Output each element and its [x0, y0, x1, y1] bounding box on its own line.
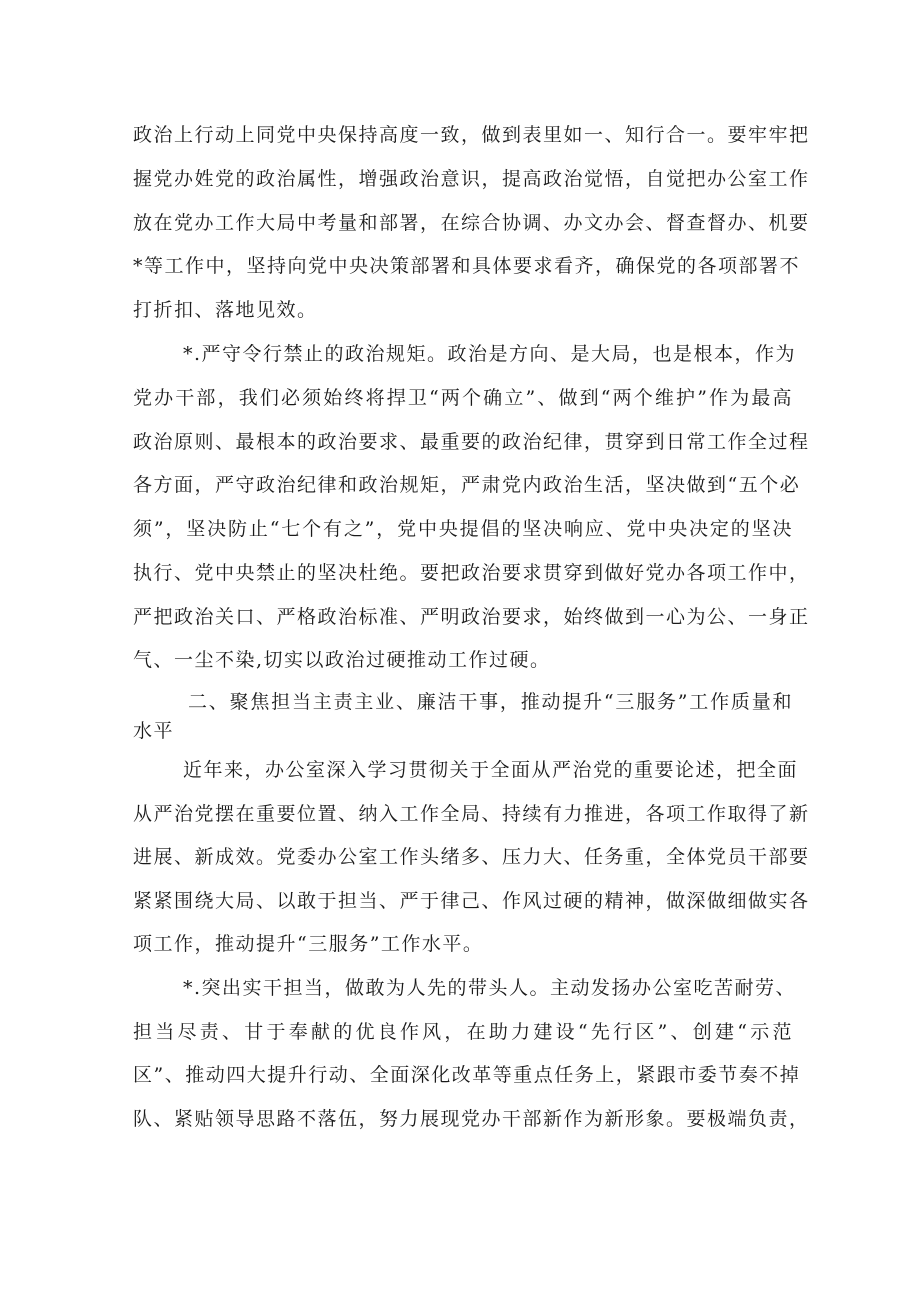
paragraph-line: 党办干部，我们必须始终将捍卫“两个确立”、做到“两个维护”作为最高 — [133, 387, 793, 409]
paragraph-line: 进展、新成效。党委办公室工作头绪多、压力大、任务重，全体党员干部要 — [133, 846, 810, 868]
paragraph-line: 项工作，推动提升“三服务”工作水平。 — [133, 933, 484, 955]
paragraph-line: 队、紧贴领导思路不落伍，努力展现党办干部新作为新形象。要极端负责， — [133, 1108, 810, 1130]
paragraph-line: 气、一尘不染,切实以政治过硬推动工作过硬。 — [133, 649, 551, 671]
section-heading-line: 水平 — [133, 720, 175, 742]
paragraph-line: 近年来，办公室深入学习贯彻关于全面从严治党的重要论述，把全面 — [183, 759, 799, 781]
paragraph-line: 政治原则、最根本的政治要求、最重要的政治纪律，贯穿到日常工作全过程 — [133, 431, 810, 453]
paragraph-line: 紧紧围绕大局、以敢于担当、严于律己、作风过硬的精神，做深做细做实各 — [133, 890, 810, 912]
paragraph-line: 须”，坚决防止“七个有之”，党中央提倡的坚决响应、党中央决定的坚决 — [133, 518, 793, 540]
paragraph-line: *.突出实干担当，做敢为人先的带头人。主动发扬办公室吃苦耐劳、 — [183, 977, 797, 999]
paragraph-line: *.严守令行禁止的政治规矩。政治是方向、是大局，也是根本，作为 — [183, 343, 797, 365]
paragraph-line: 放在党办工作大局中考量和部署，在综合协调、办文办会、督查督办、机要 — [133, 212, 810, 234]
paragraph-line: 打折扣、落地见效。 — [133, 299, 318, 321]
paragraph-line: 政治上行动上同党中央保持高度一致，做到表里如一、知行合一。要牢牢把 — [133, 124, 810, 146]
section-heading-line: 二、聚焦担当主责主业、廉洁干事，推动提升“三服务”工作质量和 — [188, 691, 793, 713]
paragraph-line: 从严治党摆在重要位置、纳入工作全局、持续有力推进，各项工作取得了新 — [133, 803, 810, 825]
paragraph-line: 区”、推动四大提升行动、全面深化改革等重点任务上，紧跟市委节奏不掉 — [133, 1064, 801, 1086]
paragraph-line: 担当尽责、甘于奉献的优良作风，在助力建设“先行区”、创建“示范 — [133, 1021, 793, 1043]
paragraph-line: 严把政治关口、严格政治标准、严明政治要求，始终做到一心为公、一身正 — [133, 606, 810, 628]
paragraph-line: *等工作中，坚持向党中央决策部署和具体要求看齐，确保党的各项部署不 — [133, 255, 801, 277]
paragraph-line: 握党办姓党的政治属性，增强政治意识，提高政治觉悟，自觉把办公室工作 — [133, 168, 810, 190]
paragraph-line: 各方面，严守政治纪律和政治规矩，严肃党内政治生活，坚决做到“五个必 — [133, 474, 801, 496]
paragraph-line: 执行、党中央禁止的坚决杜绝。要把政治要求贯穿到做好党办各项工作中， — [133, 562, 810, 584]
